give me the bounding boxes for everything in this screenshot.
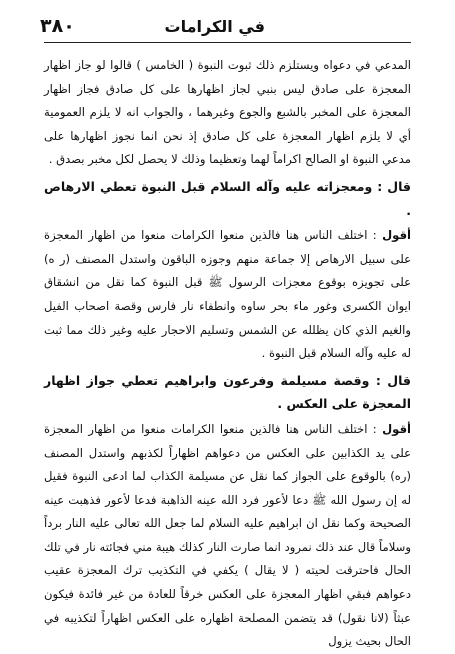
page-header <box>40 12 415 40</box>
paragraph-1: المدعي في دعواه ويستلزم ذلك ثبوت النبوة ( الخامس ) قالوا لو جاز اظهار المعجزة على صادق ليس بنبي لجاز اظهارها على كل صادق فجاز اظهار المعجزة على المخبر بالشبع والجوع وغيرهما ، والجواب انه لا يلزم العمومية أي لا يلزم اظهار المعجزة على كل صادق إذ نحن انما نجوز اظهارها على مدعي النبوة او الصالح اكراماً لهما وتعظيما وذلك لا يحصل لكل مخبر بصدق . <box>44 58 411 167</box>
page-body <box>44 54 412 649</box>
page-number: ٣٨٠ <box>40 15 75 37</box>
paragraph-3-text: : اختلف الناس هنا فالذين منعوا الكرامات منعوا من اظهار المعجزة على يد الكذابين على العكس من دعواهم اظهاراً لكذبهم واستدل المصنف (ره) بالوقوع على الجواز كما نقل عن مسيلمة الكذاب لما ادعى النبوة فقيل له إن رسول الله ﷺ دعا لأعور فرد الله عينه الذاهبة فدعا لأعور فذهبت عينه الصحيحة وكما نقل ان ابراهيم عليه السلام لما جعل الله تعالى عليه النار برداً وسلاماً قال عند ذلك نمرود انما صارت النار كذلك هيبة مني فجائته نار في تلك الحال فاحترقت لحيته ( لا يقال ) يكفي في التكذيب ترك المعجزة عقيب دعواهم فبقي اظهار المعجزة على العكس خرقاً للعادة من غير فائدة فيكون عبثاً (لانا نقول) قد يتضمن المصلحة اظهاره على العكس اظهاراً لتكذيبه في الحال بحيث يزول <box>44 421 411 649</box>
header-rule <box>44 42 411 43</box>
paragraph-2-text: : اختلف الناس هنا فالذين منعوا الكرامات منعوا من اظهار المعجزة على سبيل الارهاص إلا جماعة منهم وجوزه الباقون واستدل المصنف (ر ه) على تجويزه بوقوع معجزات الرسول ﷺ قبل النبوة كما نقل من انشقاق ايوان الكسرى وغور ماء بحر ساوه وانطفاء نار فارس وقصة اصحاب الفيل والغيم الذي كان يظلله عن الشمس وتسليم الاحجار عليه وغير ذلك مما ثبت له عليه وآله السلام قبل النبوة . <box>44 228 411 361</box>
paragraph-2-lead: أقول <box>382 228 412 243</box>
section-heading-1: قال : ومعجزاته عليه وآله السلام قبل النبوة تعطي الارهاص . <box>44 178 411 218</box>
section-heading-2: قال : وقصة مسيلمة وفرعون وابراهيم تعطي جواز اظهار المعجزة على العكس . <box>44 372 411 412</box>
paragraph-3 <box>44 418 411 654</box>
running-title: في الكرامات <box>164 16 265 36</box>
paragraph-3-lead: أقول <box>382 421 412 436</box>
paragraph-2 <box>44 224 411 366</box>
